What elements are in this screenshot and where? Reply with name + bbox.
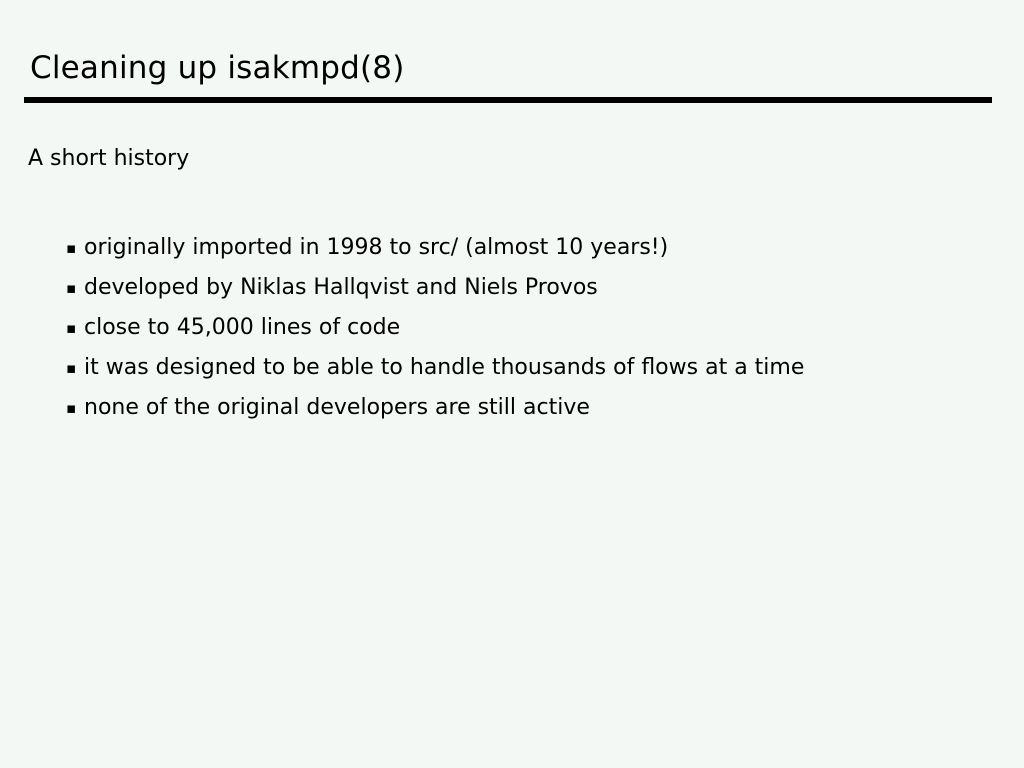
list-item-label: close to 45,000 lines of code — [84, 315, 401, 340]
list-item — [66, 308, 966, 348]
list-item-label: none of the original developers are still active — [84, 395, 590, 420]
list-item — [66, 348, 966, 388]
list-item-label: it was designed to be able to handle thousands of flows at a time — [84, 355, 805, 380]
list-item — [66, 388, 966, 428]
page-title: Cleaning up isakmpd(8) — [30, 50, 405, 86]
square-bullet-icon: ▪ — [66, 359, 77, 377]
list-item-label: originally imported in 1998 to src/ (almost 10 years!) — [84, 235, 669, 260]
square-bullet-icon: ▪ — [66, 319, 77, 337]
slide-subheading: A short history — [28, 146, 190, 171]
square-bullet-icon: ▪ — [66, 279, 77, 297]
list-item — [66, 228, 966, 268]
list-item-label: developed by Niklas Hallqvist and Niels Provos — [84, 275, 598, 300]
title-divider — [24, 97, 992, 103]
bullet-list — [66, 228, 966, 428]
list-item — [66, 268, 966, 308]
square-bullet-icon: ▪ — [66, 239, 77, 257]
square-bullet-icon: ▪ — [66, 399, 77, 417]
